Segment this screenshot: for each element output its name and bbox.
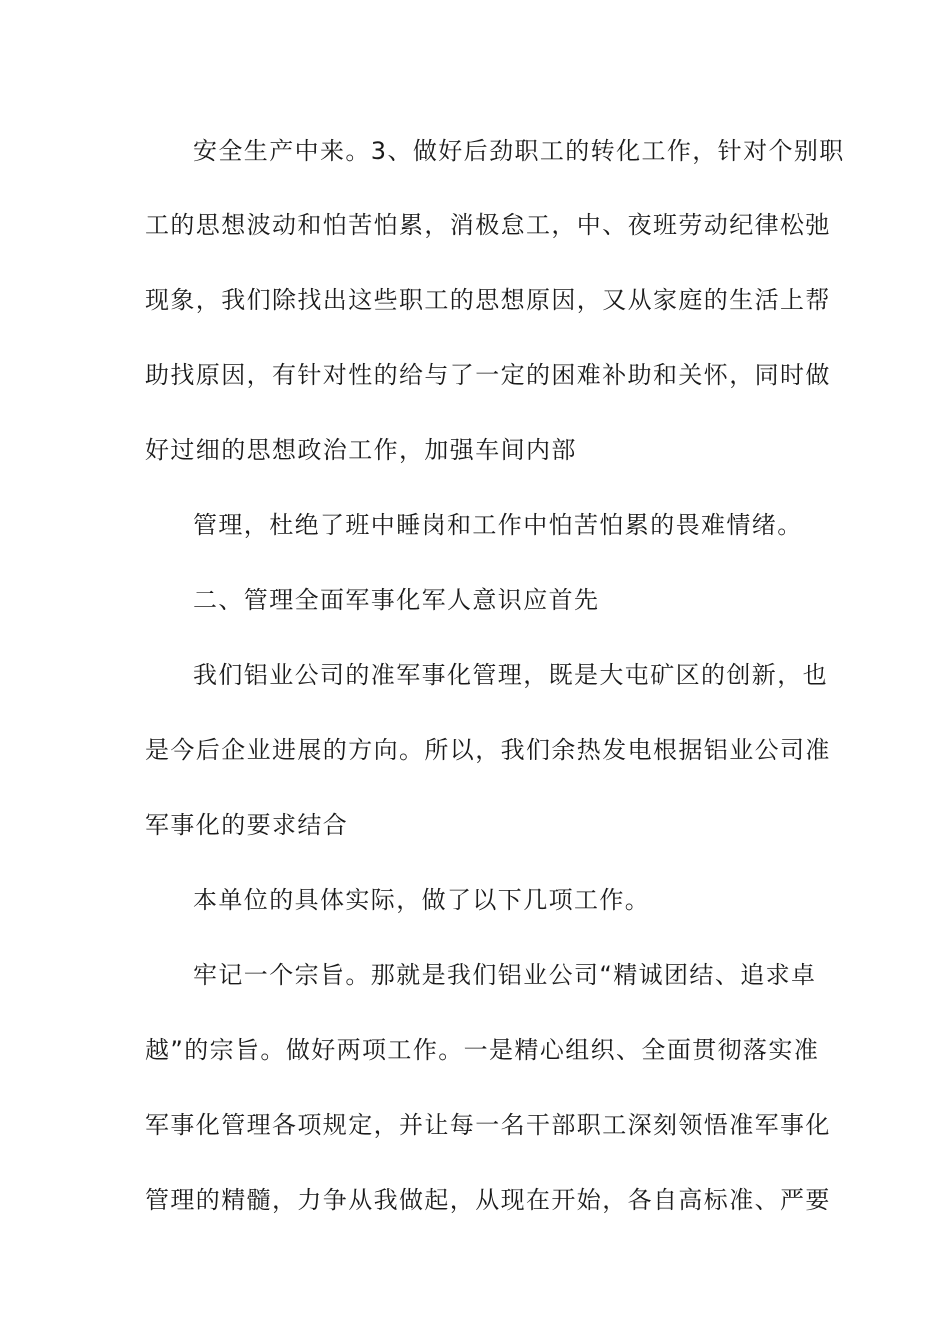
text-line-1: 安全生产中来。3、做好后劲职工的转化工作，针对个别职 bbox=[193, 137, 845, 165]
text-line-12: 牢记一个宗旨。那就是我们铝业公司“精诚团结、追求卓 bbox=[193, 961, 817, 989]
text-line-9: 是今后企业进展的方向。所以，我们余热发电根据铝业公司准 bbox=[145, 736, 831, 764]
text-line-10: 军事化的要求结合 bbox=[145, 811, 349, 839]
text-line-6: 管理，杜绝了班中睡岗和工作中怕苦怕累的畏难情绪。 bbox=[193, 511, 803, 539]
text-line-11: 本单位的具体实际，做了以下几项工作。 bbox=[193, 886, 651, 914]
text-line-13: 越”的宗旨。做好两项工作。一是精心组织、全面贯彻落实准 bbox=[145, 1036, 820, 1064]
text-line-2: 工的思想波动和怕苦怕累，消极怠工，中、夜班劳动纪律松弛 bbox=[145, 211, 831, 239]
text-line-14: 军事化管理各项规定，并让每一名干部职工深刻领悟准军事化 bbox=[145, 1111, 831, 1139]
text-line-8: 我们铝业公司的准军事化管理，既是大屯矿区的创新，也 bbox=[193, 661, 828, 689]
text-line-4: 助找原因，有针对性的给与了一定的困难补助和关怀，同时做 bbox=[145, 361, 831, 389]
text-line-5: 好过细的思想政治工作，加强车间内部 bbox=[145, 436, 577, 464]
text-line-15: 管理的精髓，力争从我做起，从现在开始，各自高标准、严要 bbox=[145, 1186, 831, 1214]
section-heading: 二、管理全面军事化军人意识应首先 bbox=[193, 586, 600, 614]
text-line-3: 现象，我们除找出这些职工的思想原因，又从家庭的生活上帮 bbox=[145, 286, 831, 314]
